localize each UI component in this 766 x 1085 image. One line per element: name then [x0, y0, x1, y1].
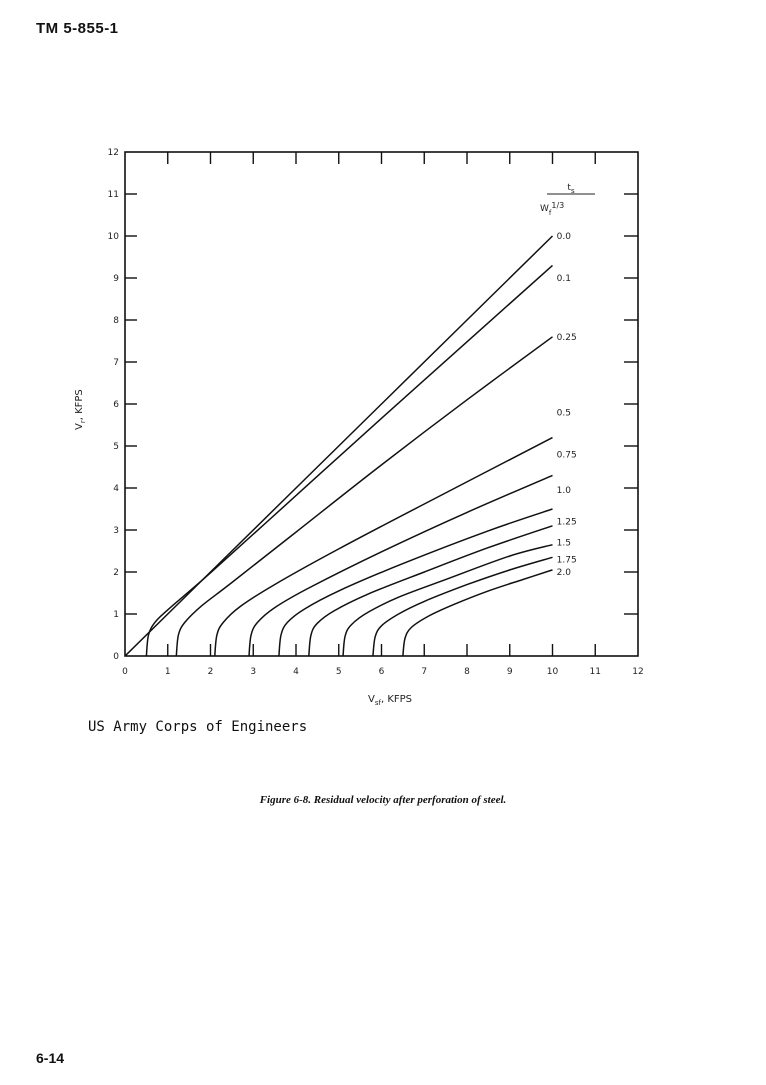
curve-label: 1.5	[556, 538, 571, 549]
series-line-0.75	[249, 475, 553, 656]
x-tick-label: 5	[335, 667, 342, 677]
series-line-0.1	[146, 265, 552, 656]
y-tick-label: 8	[113, 316, 119, 326]
source-note: US Army Corps of Engineers	[88, 719, 308, 735]
curve-label: 0.75	[556, 450, 577, 461]
x-axis-title: $V_{sf}$, KFPS	[368, 694, 413, 707]
y-tick-label: 10	[107, 232, 119, 242]
curve-label: 0.1	[556, 274, 571, 284]
x-tick-label: 2	[207, 667, 214, 677]
y-tick-label: 0	[113, 652, 119, 662]
y-tick-label: 4	[113, 484, 119, 494]
y-tick-label: 11	[107, 190, 119, 200]
curve-label: 1.0	[556, 486, 571, 497]
chart-legend-title	[540, 183, 595, 217]
x-tick-label: 6	[378, 667, 385, 677]
curve-label: 1.75	[556, 555, 577, 566]
curve-label: 1.25	[556, 517, 577, 528]
series-line-0.25	[176, 337, 552, 656]
curve-label: 2.0	[556, 568, 571, 578]
legend-title-numerator: $t_s$	[567, 183, 575, 195]
x-tick-label: 4	[293, 667, 299, 677]
y-tick-label: 5	[113, 442, 119, 452]
y-tick-label: 6	[113, 400, 119, 410]
legend-title-denominator: $W_f1/3$	[540, 201, 565, 217]
x-tick-label: 8	[464, 667, 470, 677]
x-tick-label: 3	[250, 667, 257, 677]
series-line-1.75	[373, 557, 553, 656]
curve-label: 0.25	[556, 332, 577, 343]
x-tick-label: 1	[164, 667, 171, 677]
y-tick-label: 7	[113, 358, 119, 368]
x-tick-label: 7	[421, 667, 428, 677]
y-tick-label: 12	[107, 148, 119, 158]
document-id: TM 5-855-1	[36, 20, 119, 37]
y-tick-label: 3	[113, 526, 119, 536]
curve-label: 0.5	[556, 408, 571, 419]
series-line-2.0	[403, 570, 553, 656]
x-tick-label: 11	[589, 667, 601, 677]
x-tick-label: 9	[506, 667, 513, 677]
curve-label: 0.0	[556, 232, 571, 242]
y-tick-label: 9	[113, 274, 119, 284]
x-tick-label: 12	[632, 667, 644, 677]
y-tick-label: 1	[113, 610, 119, 620]
series-line-0.0	[125, 236, 553, 656]
figure-caption: Figure 6-8. Residual velocity after perforation of steel.	[259, 794, 507, 806]
chart-series	[125, 236, 553, 656]
x-tick-label: 10	[546, 667, 559, 677]
page-number: 6-14	[36, 1050, 65, 1066]
y-tick-label: 2	[113, 568, 119, 578]
x-tick-label: 0	[122, 667, 128, 677]
chart-curve-labels	[557, 232, 577, 578]
y-axis-title: $V_r$, KFPS	[74, 389, 87, 430]
